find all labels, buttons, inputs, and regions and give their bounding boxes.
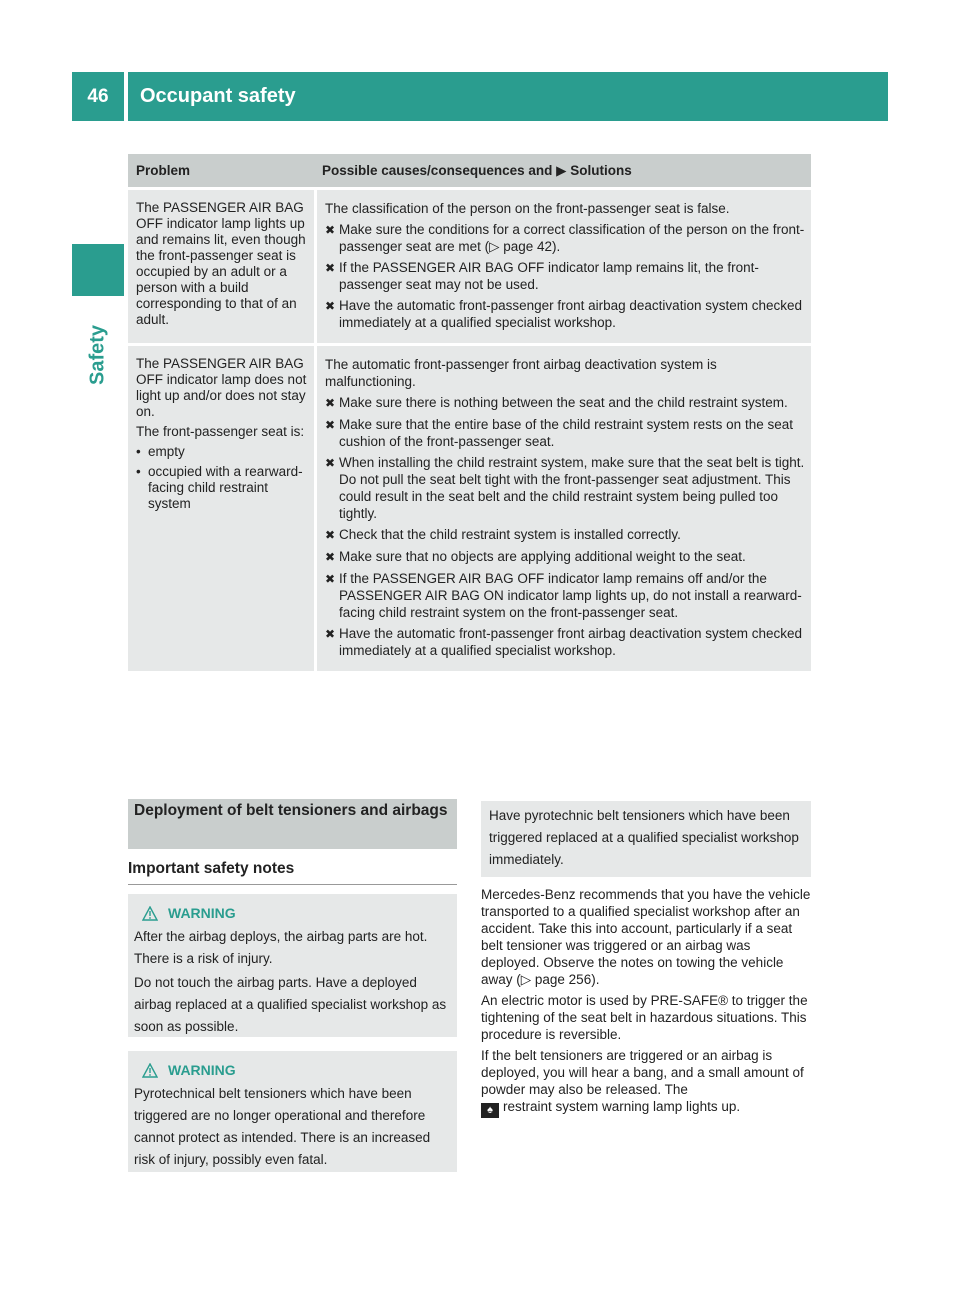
row1-problem: The PASSENGER AIR BAG OFF indicator lamp lights up and remains lit, even though the front-passenger seat is occupied by an adult or a person with a build corresponding to that of an adult.	[136, 200, 306, 327]
warning-text: Do not touch the airbag parts. Have a deployed airbag replaced at a qualified specialist workshop as soon as possible.	[134, 975, 447, 1034]
table-header	[128, 154, 811, 187]
header-problem: Problem	[136, 163, 191, 178]
paragraph: An electric motor is used by PRE-SAFE® to trigger the tightening of the seat belt in hazardous situations. This procedure is reversible.	[481, 993, 808, 1042]
table-row	[128, 190, 811, 343]
warning-triangle-icon	[142, 1063, 158, 1078]
step-arrow-icon: ✖	[325, 418, 336, 432]
row1-solutions	[314, 190, 811, 343]
warning-box	[128, 894, 457, 1037]
section-title: Deployment of belt tensioners and airbags	[134, 802, 448, 819]
step-arrow-icon: ✖	[325, 627, 336, 641]
warning-heading: WARNING	[142, 902, 451, 924]
paragraph: If the belt tensioners are triggered or an airbag is deployed, you will hear a bang, and a small amount of powder may also be released. The ♠ restraint system warning lamp lights up.	[481, 1048, 804, 1116]
solution-step: ✖ If the PASSENGER AIR BAG OFF indicator lamp remains lit, the front-passenger seat may not be used.	[325, 260, 759, 292]
body-text	[481, 886, 812, 1122]
row2-problem: The PASSENGER AIR BAG OFF indicator lamp does not light up and/or does not stay on. The front-passenger seat is: • empty • occupied with a rearward-facing child restraint system	[136, 356, 307, 511]
restraint-system-warning-lamp-icon: ♠	[481, 1103, 499, 1118]
step-arrow-icon: ✖	[325, 261, 336, 275]
list-item: • occupied with a rearward-facing child restraint system	[136, 464, 303, 511]
warning-text: Pyrotechnical belt tensioners which have been triggered are no longer operational and therefore cannot protect as intended. There is an increased risk of injury, possibly even fatal.	[134, 1086, 431, 1167]
row2-intro: The automatic front-passenger front airbag deactivation system is malfunctioning.	[325, 357, 717, 389]
bullet-icon: •	[136, 444, 141, 459]
header-solutions: Possible causes/consequences and ▶ Solutions	[322, 163, 632, 178]
step-arrow-icon: ✖	[325, 456, 336, 470]
solution-step: ✖ Make sure that the entire base of the child restraint system rests on the seat cushion of the front-passenger seat.	[325, 417, 793, 449]
solution-step: ✖ Check that the child restraint system is installed correctly.	[325, 527, 681, 542]
side-tab-marker	[72, 244, 124, 296]
bullet-icon: •	[136, 464, 141, 479]
step-arrow-icon: ✖	[325, 528, 336, 542]
solution-step: ✖ Make sure that no objects are applying additional weight to the seat.	[325, 549, 746, 564]
troubleshooting-table	[128, 154, 811, 671]
note-box	[481, 801, 811, 877]
subheading: Important safety notes	[128, 860, 295, 877]
table-row	[128, 346, 811, 671]
warning-box	[128, 1051, 457, 1172]
solution-step: ✖ When installing the child restraint system, make sure that the seat belt is tight. Do not pull the seat belt tight with the front-passenger seat adjustment. This could result in the seat belt and the child restraint system being pulled too tightly.	[325, 455, 805, 521]
step-arrow-icon: ✖	[325, 299, 336, 313]
page-number: 46	[87, 85, 109, 107]
solution-step: ✖ Have the automatic front-passenger front airbag deactivation system checked immediately at a qualified specialist workshop.	[325, 626, 802, 658]
note-text: Have pyrotechnic belt tensioners which have been triggered replaced at a qualified specialist workshop immediately.	[489, 808, 799, 867]
divider	[128, 884, 457, 885]
solution-step: ✖ Make sure the conditions for a correct classification of the person on the front-passenger seat are met (▷ page 42).	[325, 222, 805, 254]
side-section-label: Safety	[86, 324, 109, 386]
row1-intro: The classification of the person on the front-passenger seat is false.	[325, 201, 730, 216]
solution-step: ✖ Make sure there is nothing between the seat and the child restraint system.	[325, 395, 788, 410]
solution-step: ✖ If the PASSENGER AIR BAG OFF indicator lamp remains off and/or the PASSENGER AIR BAG ON indicator lamp lights up, do not install a rearward-facing child restraint system on the front-passenger seat.	[325, 571, 802, 620]
step-arrow-icon: ✖	[325, 223, 336, 237]
warning-heading: WARNING	[142, 1059, 451, 1081]
step-arrow-icon: ✖	[325, 396, 336, 410]
page-title: Occupant safety	[140, 85, 296, 107]
step-arrow-icon: ✖	[325, 550, 336, 564]
step-arrow-icon: ✖	[325, 572, 336, 586]
paragraph: Mercedes-Benz recommends that you have the vehicle transported to a qualified specialist workshop after an accident. Take this into account, particularly if a seat belt tensioner was triggered or an airbag was deployed. Observe the notes on towing the vehicle away (▷ page 256).	[481, 887, 811, 987]
list-item: • empty	[136, 444, 185, 459]
warning-text: After the airbag deploys, the airbag parts are hot. There is a risk of injury.	[134, 929, 428, 966]
row2-solutions	[314, 346, 811, 671]
solution-step: ✖ Have the automatic front-passenger front airbag deactivation system checked immediately at a qualified specialist workshop.	[325, 298, 802, 330]
warning-triangle-icon	[142, 906, 158, 921]
